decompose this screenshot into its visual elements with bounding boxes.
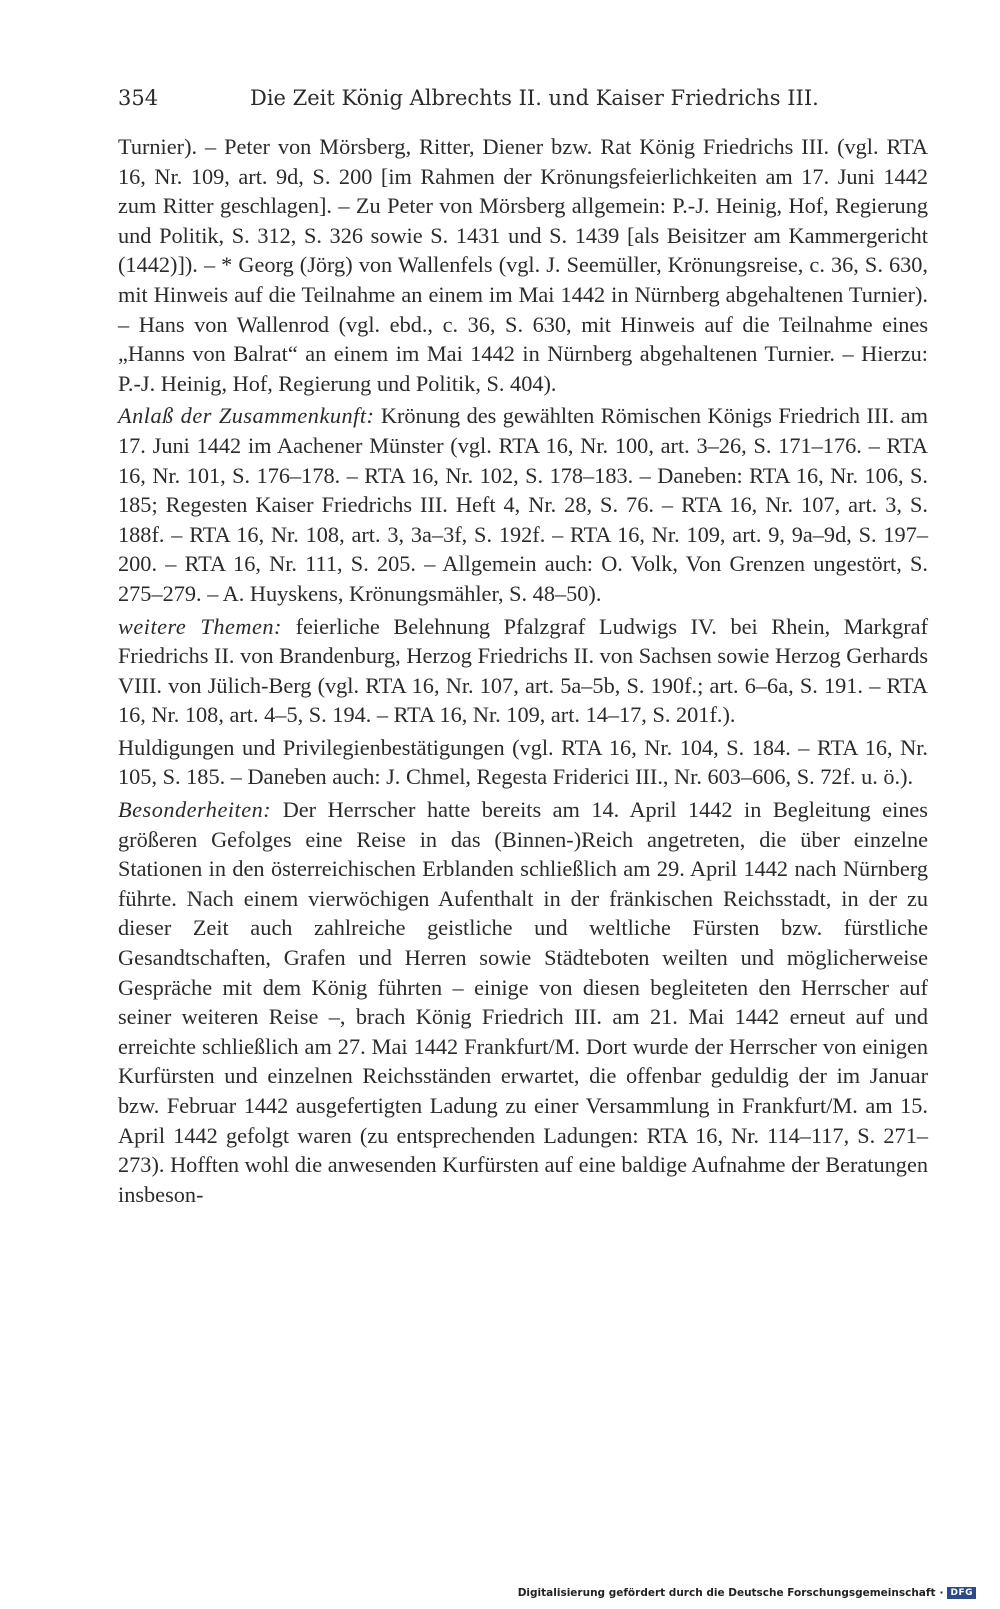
section-label: Anlaß der Zusammenkunft: xyxy=(118,403,375,429)
paragraph xyxy=(118,401,928,608)
funding-notice: Digitalisierung gefördert durch die Deutsche Forschungsgemeinschaft xyxy=(517,1587,936,1599)
paragraph xyxy=(118,733,928,792)
paragraph-text: Der Herrscher hatte bereits am 14. April 1442 in Begleitung eines größeren Gefolges eine Reise in das (Binnen-)Reich angetreten, die über einzelne Stationen in den österreichischen Erblanden schließlich am 29. April 1442 nach Nürnberg führte. Nach einem vierwöchigen Aufenthalt in der fränkischen Reichsstadt, in der zu dieser Zeit auch zahlreiche geistliche und weltliche Fürsten bzw. fürstliche Gesandtschaften, Grafen und Herren sowie Städteboten weilten und möglicherweise Gespräche mit dem König führten – einige von diesen begleiteten den Herrscher auf seiner weiteren Reise –, brach König Friedrich III. am 21. Mai 1442 erneut auf und erreichte schließlich am 27. Mai 1442 Frankfurt/M. Dort wurde der Herrscher von einigen Kurfürsten und einzelnen Reichsständen erwartet, die offenbar geduldig der im Januar bzw. Februar 1442 ausgefertigten Ladung zu einer Versammlung in Frankfurt/M. am 15. April 1442 gefolgt waren (zu entsprechenden Ladungen: RTA 16, Nr. 114–117, S. 271–273). Hofften wohl die anwesenden Kurfürsten auf eine baldige Aufnahme der Beratungen insbeson- xyxy=(118,797,928,1207)
paragraph xyxy=(118,795,928,1209)
paragraph xyxy=(118,612,928,730)
paragraph-text: Krönung des gewählten Römischen Königs Friedrich III. am 17. Juni 1442 im Aachener Münster (vgl. RTA 16, Nr. 100, art. 3–26, S. 171–176. – RTA 16, Nr. 101, S. 176–178. – RTA 16, Nr. 102, S. 178–183. – Daneben: RTA 16, Nr. 106, S. 185; Regesten Kaiser Friedrichs III. Heft 4, Nr. 28, S. 76. – RTA 16, Nr. 107, art. 3, S. 188f. – RTA 16, Nr. 108, art. 3, 3a–3f, S. 192f. – RTA 16, Nr. 109, art. 9, 9a–9d, S. 197–200. – RTA 16, Nr. 111, S. 205. – Allgemein auch: O. Volk, Von Grenzen ungestört, S. 275–279. – A. Huyskens, Krönungsmähler, S. 48–50). xyxy=(118,403,928,606)
page-number: 354 xyxy=(118,86,159,110)
section-label: Besonderheiten: xyxy=(118,797,272,823)
paragraph xyxy=(118,132,928,398)
paragraph-text: feierliche Belehnung Pfalzgraf Ludwigs IV. bei Rhein, Markgraf Friedrichs II. von Brandenburg, Herzog Friedrichs II. von Sachsen sowie Herzog Gerhards VIII. von Jülich-Berg (vgl. RTA 16, Nr. 107, art. 5a–5b, S. 190f.; art. 6–6a, S. 191. – RTA 16, Nr. 108, art. 4–5, S. 194. – RTA 16, Nr. 109, art. 14–17, S. 201f.). xyxy=(118,613,928,728)
page-body xyxy=(118,132,928,1212)
paragraph-text: Huldigungen und Privilegienbestätigungen (vgl. RTA 16, Nr. 104, S. 184. – RTA 16, Nr. 105, S. 185. – Daneben auch: J. Chmel, Regesta Friderici III., Nr. 603–606, S. 72f. u. ö.). xyxy=(118,734,928,790)
page-header xyxy=(118,80,918,116)
running-title: Die Zeit König Albrechts II. und Kaiser Friedrichs III. xyxy=(250,86,819,110)
section-label: weitere Themen: xyxy=(118,613,282,639)
dfg-logo: DFG xyxy=(947,1587,976,1599)
footer: Digitalisierung gefördert durch die Deutsche Forschungsgemeinschaft · DFG xyxy=(518,1585,976,1601)
paragraph-text: Turnier). – Peter von Mörsberg, Ritter, Diener bzw. Rat König Friedrichs III. (vgl. RTA 16, Nr. 109, art. 9d, S. 200 [im Rahmen der Krönungsfeierlichkeiten am 17. Juni 1442 zum Ritter geschlagen]. – Zu Peter von Mörsberg allgemein: P.-J. Heinig, Hof, Regierung und Politik, S. 312, S. 326 sowie S. 1431 und S. 1439 [als Beisitzer am Kammergericht (1442)]). – * Georg (Jörg) von Wallenfels (vgl. J. Seemüller, Krönungsreise, c. 36, S. 630, mit Hinweis auf die Teilnahme an einem im Mai 1442 in Nürnberg abgehaltenen Turnier). – Hans von Wallenrod (vgl. ebd., c. 36, S. 630, mit Hinweis auf die Teilnahme eines „Hanns von Balrat“ an einem im Mai 1442 in Nürnberg abgehaltenen Turnier. – Hierzu: P.-J. Heinig, Hof, Regierung und Politik, S. 404). xyxy=(118,134,928,396)
